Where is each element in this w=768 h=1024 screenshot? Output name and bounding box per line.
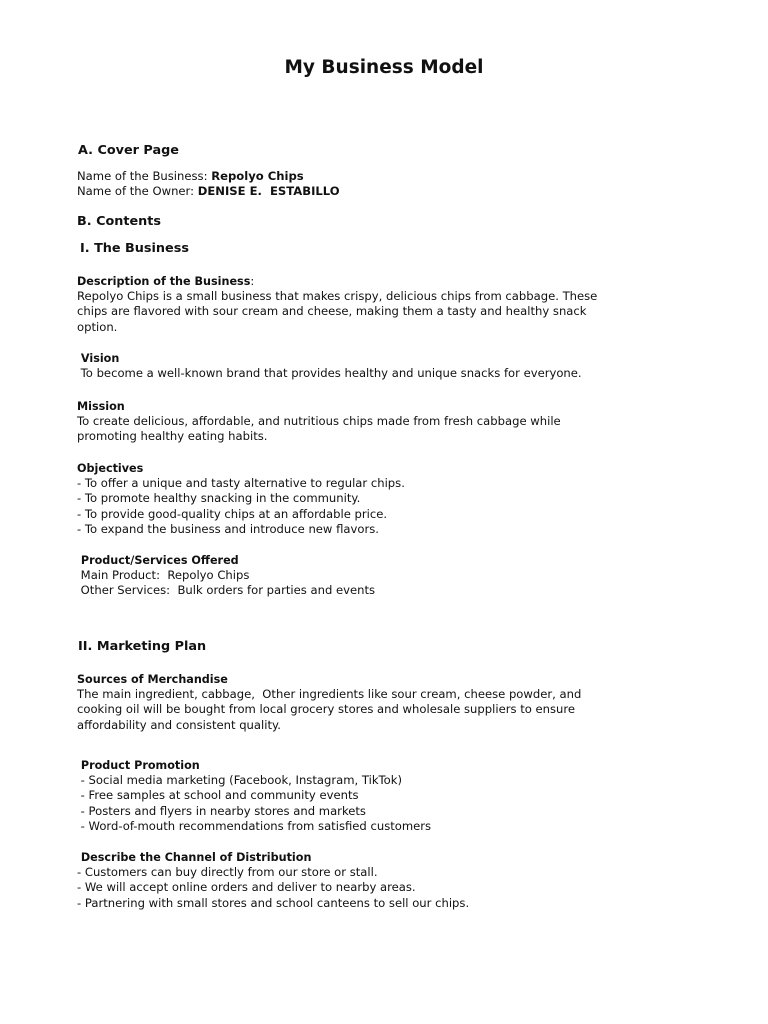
product-item: Main Product: Repolyo Chips: [77, 568, 250, 583]
contents-heading: B. Contents: [77, 214, 162, 229]
description-section: [77, 274, 717, 335]
description-colon: :: [250, 274, 255, 288]
distribution-item: - Partnering with small stores and school canteens to sell our chips.: [77, 895, 470, 910]
description-title: [77, 274, 717, 289]
sources-line: The main ingredient, cabbage, Other ingredients like sour cream, cheese powder, and: [77, 687, 582, 702]
promotion-section: [77, 758, 717, 834]
sources-section: [77, 672, 717, 733]
distribution-item: - We will accept online orders and deliver to nearby areas.: [77, 880, 416, 895]
cover-heading: A. Cover Page: [78, 143, 179, 158]
owner-name-line: [77, 184, 717, 199]
products-section: [77, 553, 717, 599]
business-name-line: [77, 169, 717, 184]
description-label: Description of the Business: [77, 275, 251, 288]
objective-item: - To promote healthy snacking in the community.: [77, 491, 361, 506]
objective-item: - To offer a unique and tasty alternative to regular chips.: [77, 476, 405, 491]
promotion-item: - Word-of-mouth recommendations from satisfied customers: [77, 818, 432, 833]
marketing-heading: II. Marketing Plan: [78, 639, 207, 654]
description-line: option.: [77, 319, 118, 334]
owner-name-label: Name of the Owner:: [77, 184, 198, 199]
owner-name-value: DENISE E. ESTABILLO: [197, 184, 340, 199]
promotion-item: - Social media marketing (Facebook, Instagram, TikTok): [77, 773, 402, 788]
distribution-section: [77, 850, 717, 911]
document-title: My Business Model: [284, 57, 484, 78]
mission-line: promoting healthy eating habits.: [77, 429, 268, 444]
objectives-section: [77, 461, 717, 537]
product-item: Other Services: Bulk orders for parties and events: [77, 583, 376, 598]
business-heading: I. The Business: [80, 241, 189, 256]
description-line: Repolyo Chips is a small business that makes crispy, delicious chips from cabbage. These: [77, 289, 598, 304]
distribution-item: - Customers can buy directly from our store or stall.: [77, 865, 378, 880]
business-name-value: Repolyo Chips: [211, 169, 304, 183]
sources-line: affordability and consistent quality.: [77, 717, 281, 732]
mission-section: [77, 399, 717, 445]
business-name-label: Name of the Business:: [77, 169, 212, 183]
cover-block: [77, 169, 717, 199]
distribution-label: Describe the Channel of Distribution: [77, 851, 312, 864]
promotion-item: - Posters and flyers in nearby stores and markets: [77, 803, 366, 818]
promotion-item: - Free samples at school and community events: [77, 788, 359, 803]
mission-label: Mission: [77, 400, 125, 413]
vision-section: [77, 351, 717, 381]
mission-line: To create delicious, affordable, and nutritious chips made from fresh cabbage while: [77, 414, 561, 429]
promotion-label: Product Promotion: [77, 759, 200, 772]
objectives-label: Objectives: [77, 462, 144, 475]
description-line: chips are flavored with sour cream and cheese, making them a tasty and healthy snack: [77, 304, 587, 319]
vision-line: To become a well-known brand that provides healthy and unique snacks for everyone.: [77, 366, 582, 381]
sources-label: Sources of Merchandise: [77, 673, 228, 686]
objective-item: - To provide good-quality chips at an affordable price.: [77, 506, 388, 521]
vision-label: Vision: [77, 352, 120, 365]
objective-item: - To expand the business and introduce new flavors.: [77, 521, 379, 536]
products-label: Product/Services Offered: [77, 554, 239, 567]
sources-line: cooking oil will be bought from local grocery stores and wholesale suppliers to ensure: [77, 702, 576, 717]
